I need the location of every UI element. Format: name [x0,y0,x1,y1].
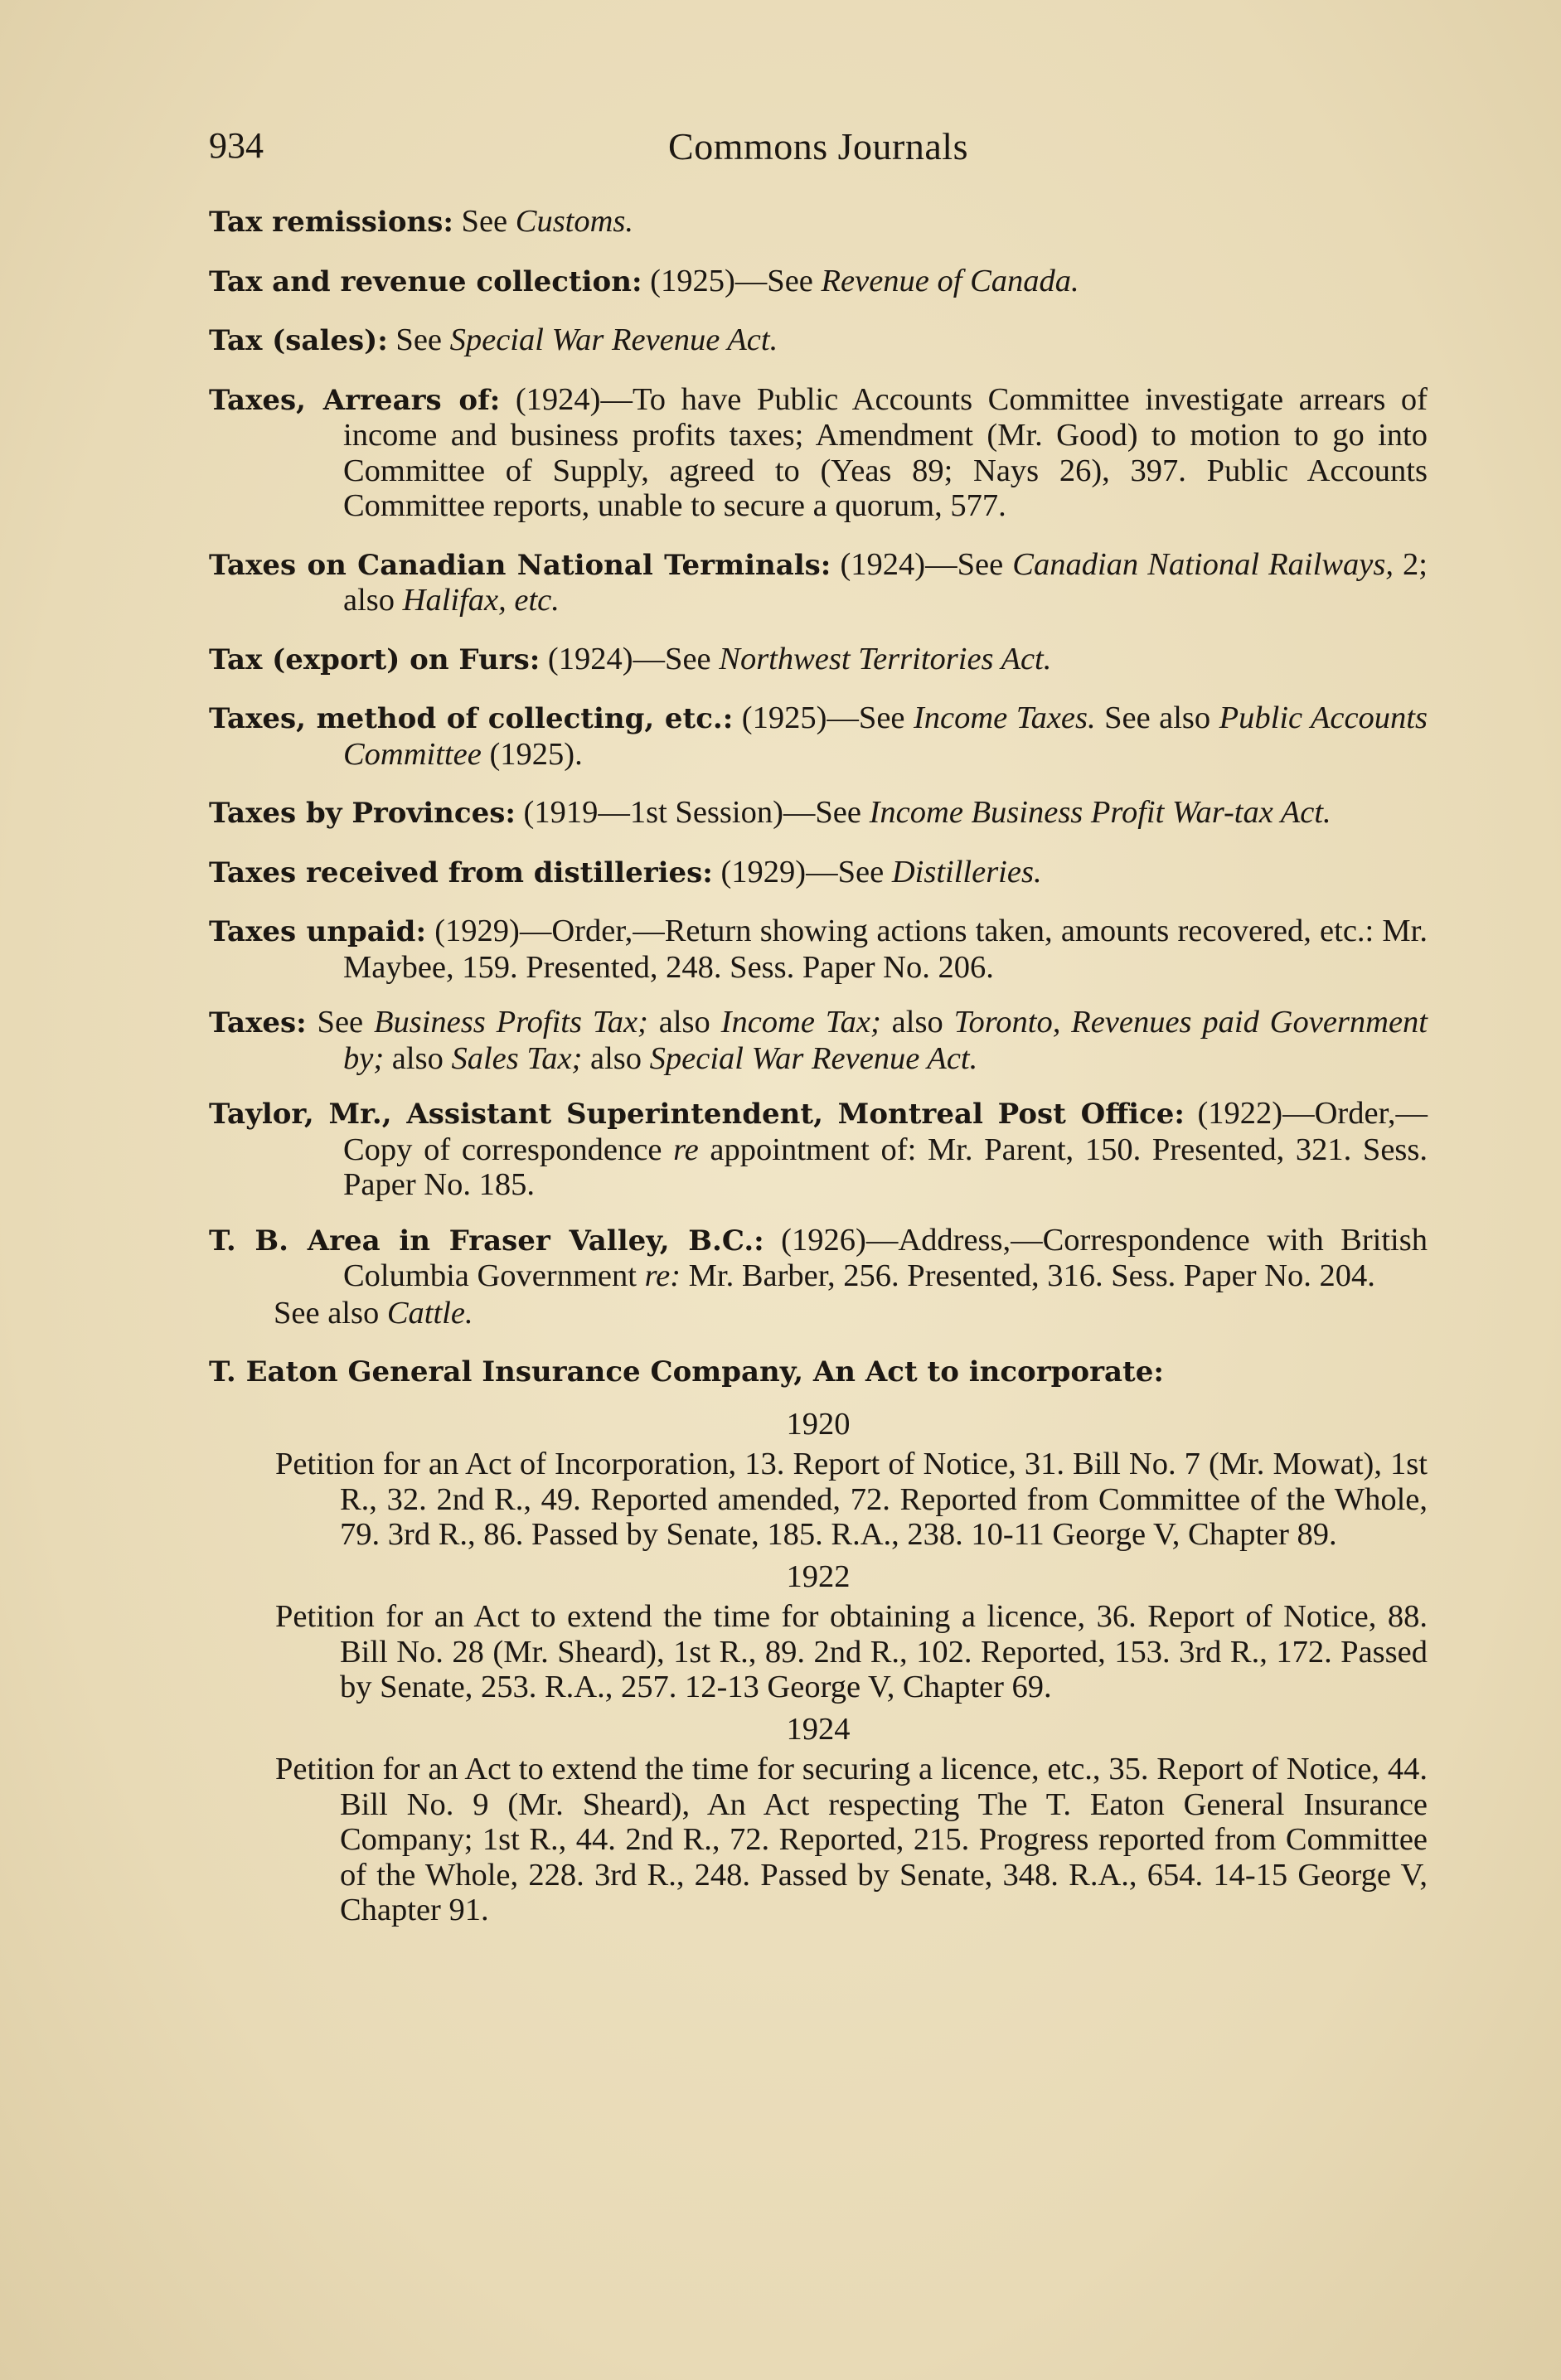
index-entry [209,795,1428,831]
entry-text: (1922)—Order,—Copy of correspondence [343,1096,1428,1167]
index-entry [209,322,1428,359]
entry-heading: Taylor, Mr., Assistant Superintendent, Montreal Post Office: [209,1098,1185,1131]
entry-reference: re: [644,1258,681,1293]
entry-text: also [880,1005,954,1040]
entry-text: (1929)—Order,—Return showing actions taken, amounts recovered, etc.: Mr. Maybee, 159. Presented, 248. Sess. Paper No. 206. [343,914,1428,985]
entry-text: 2; also [343,546,1428,618]
entry-reference: Revenue of Canada. [821,263,1079,298]
entry-text: See also [274,1295,387,1331]
index-entry [209,264,1428,300]
entry-reference: Business Profits Tax; [373,1005,648,1040]
year-heading: 1922 [786,1558,851,1594]
entry-text: See [453,204,516,239]
entry-reference: Special War Revenue Act. [449,322,778,357]
entry-text: appointment of: Mr. Parent, 150. Presented, 321. Sess. Paper No. 185. [343,1132,1428,1202]
index-entry [209,204,1428,240]
entry-text: (1925)—See [642,263,822,298]
entry-heading: T. Eaton General Insurance Company, An Act to incorporate: [209,1355,1164,1389]
eaton-entry-heading [209,1354,1428,1390]
entry-reference: Customs. [515,204,634,239]
entry-text: (1924)—See [540,641,720,676]
entry-text: (1924)—See [831,546,1013,582]
entry-reference: Income Taxes. [913,700,1096,735]
entry-text: (1925). [481,736,583,772]
entry-reference: Income Tax; [720,1005,881,1040]
entry-reference: Income Business Profit War-tax Act. [869,795,1331,830]
entry-reference: Toronto, Revenues paid Government by; [343,1005,1428,1076]
entry-text: See [387,322,450,357]
entry-heading: Taxes, method of collecting, etc.: [209,702,734,735]
year-entry: Petition for an Act to extend the time for securing a licence, etc., 35. Report of Notice, 44. Bill No. 9 (Mr. Sheard), An Act respecting The T. Eaton General Insurance Company; 1st R., 44. 2nd R., 72. Reported, 215. Progress reported from Committee of the Whole, 228. 3rd R., 248. Passed by Senate, 348. R.A., 654. 14-15 George V, Chapter 91. [275,1752,1428,1927]
year-heading: 1924 [786,1711,851,1747]
index-entry [209,547,1428,618]
entry-heading: Taxes on Canadian National Terminals: [209,548,831,582]
entry-text: (1919—1st Session)—See [515,795,870,830]
entry-text: Mr. Barber, 256. Presented, 316. Sess. Paper No. 204. [681,1258,1375,1293]
entry-reference: Canadian National Railways, [1012,546,1394,582]
entry-heading: Taxes: [209,1006,307,1040]
entry-heading: Tax (export) on Furs: [209,642,541,676]
entry-text: (1926)—Address,—Correspondence with British Columbia Government [343,1222,1428,1293]
year-entry: Petition for an Act to extend the time for obtaining a licence, 36. Report of Notice, 88. Bill No. 28 (Mr. Sheard), 1st R., 89. 2nd R., 102. Reported, 153. 3rd R., 172. Passed by Senate, 253. R.A., 257. 12-13 George V, Chapter 69. [275,1599,1428,1704]
entry-text: (1925)—See [733,700,914,735]
entry-text: (1929)—See [712,854,892,889]
year-heading: 1920 [786,1406,851,1442]
entry-heading: Tax remissions: [209,206,453,239]
entry-heading: Tax and revenue collection: [209,264,642,298]
entry-heading: Taxes received from distilleries: [209,856,713,889]
index-entry [209,914,1428,985]
journal-title: Commons Journals [668,125,968,167]
entry-text: also [647,1005,721,1040]
index-entry [209,1223,1428,1294]
entry-heading: Taxes by Provinces: [209,797,516,830]
entry-reference: Sales Tax; [451,1040,583,1076]
entry-reference: Cattle. [386,1295,473,1331]
index-entry [209,1096,1428,1203]
entry-text: also [582,1040,650,1076]
index-content [209,204,1428,1935]
entry-reference: Distilleries. [891,854,1042,889]
page-number: 934 [209,125,264,166]
entry-text: also [384,1040,452,1076]
index-entry [209,855,1428,891]
year-entry: Petition for an Act of Incorporation, 13. Report of Notice, 31. Bill No. 7 (Mr. Mowat), 1st R., 32. 2nd R., 49. Reported amended, 72. Reported from Committee of the Whole, 79. 3rd R., 86. Passed by Senate, 185. R.A., 238. 10-11 George V, Chapter 89. [275,1447,1428,1552]
index-entry [209,700,1428,772]
entry-text: See [306,1005,374,1040]
entry-reference: Special War Revenue Act. [649,1040,978,1076]
entry-heading: Tax (sales): [209,324,388,357]
entry-text: (1924)—To have Public Accounts Committee investigate arrears of income and business profits taxes; Amendment (Mr. Good) to motion to go into Committee of Supply, agreed to (Yeas 89; Nays 26), 397. Public Accounts Committee reports, unable to secure a quorum, 577. [343,381,1428,523]
index-entry [209,1005,1428,1076]
entry-reference: Northwest Territories Act. [719,641,1052,676]
entry-reference: re [673,1132,699,1167]
see-also-line [274,1296,1428,1331]
index-entry [209,642,1428,678]
entry-text: See also [1095,700,1219,735]
page-header [209,124,1428,174]
entry-reference: Public Accounts Committee [343,700,1428,772]
entry-reference: Halifax, etc. [402,583,560,618]
entry-heading: Taxes unpaid: [209,915,427,948]
entry-heading: Taxes, Arrears of: [209,383,501,417]
entry-heading: T. B. Area in Fraser Valley, B.C.: [209,1224,764,1258]
index-entry [209,382,1428,524]
